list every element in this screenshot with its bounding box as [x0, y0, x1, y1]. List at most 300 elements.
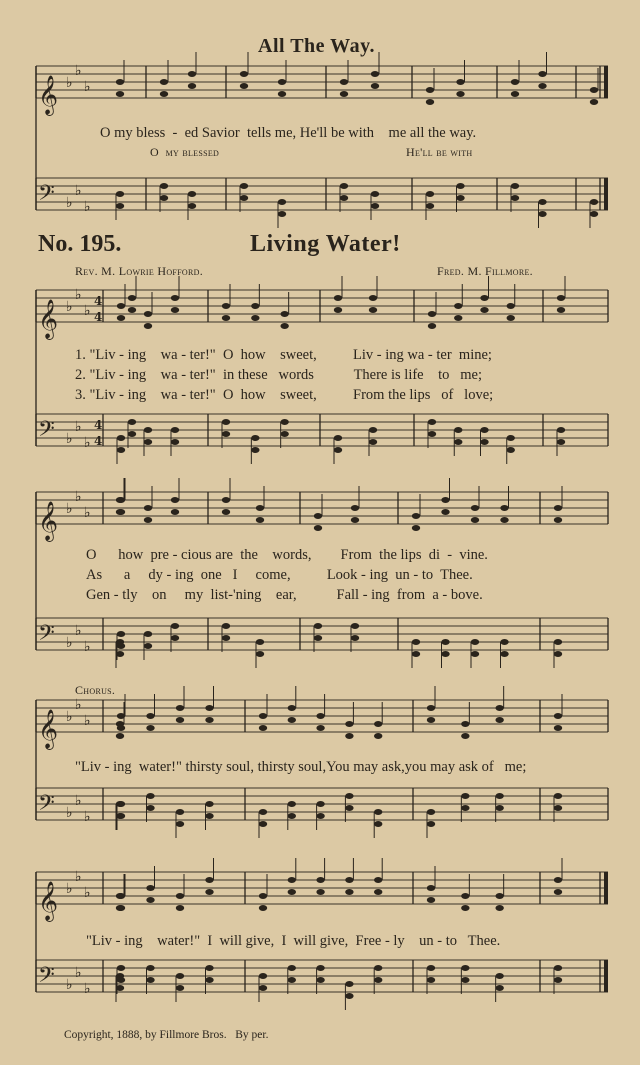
note-head: [507, 447, 515, 453]
note-head: [345, 993, 353, 999]
note-head: [259, 809, 267, 815]
note-head: [316, 889, 324, 895]
treble-clef-icon: 𝄞: [38, 501, 59, 541]
note-head: [471, 651, 479, 657]
note-head: [428, 311, 436, 317]
note-head: [371, 191, 379, 197]
note-head: [412, 513, 420, 519]
note-head: [259, 973, 267, 979]
note-head: [511, 183, 519, 189]
note-head: [116, 191, 124, 197]
flat-icon: ♭: [66, 501, 73, 517]
copyright-notice: Copyright, 1888, by Fillmore Bros. By per.: [64, 1029, 269, 1041]
note-head: [205, 965, 213, 971]
note-head: [205, 889, 213, 895]
note-head: [345, 889, 353, 895]
note-head: [144, 643, 152, 649]
note-head: [456, 183, 464, 189]
note-head: [288, 717, 296, 723]
note-head: [117, 965, 125, 971]
note-head: [427, 821, 435, 827]
note-head: [345, 793, 353, 799]
note-head: [456, 91, 464, 97]
flat-icon: ♭: [66, 805, 73, 821]
note-head: [507, 303, 515, 309]
note-head: [259, 905, 267, 911]
note-head: [116, 733, 124, 739]
note-head: [146, 977, 154, 983]
note-head: [461, 965, 469, 971]
note-head: [251, 435, 259, 441]
note-head: [146, 725, 154, 731]
note-head: [557, 307, 565, 313]
note-head: [495, 985, 503, 991]
note-head: [146, 805, 154, 811]
flat-icon: ♭: [66, 431, 73, 447]
note-head: [146, 793, 154, 799]
note-head: [500, 651, 508, 657]
verse-lyric-line: Gen - tly on my list-'ning ear, Fall - ing from a - bove.: [86, 587, 483, 603]
note-head: [554, 877, 562, 883]
note-head: [441, 651, 449, 657]
note-head: [117, 725, 125, 731]
note-head: [280, 311, 288, 317]
time-signature: 4: [94, 434, 103, 448]
time-signature: 4: [94, 418, 103, 432]
note-head: [427, 965, 435, 971]
note-head: [480, 427, 488, 433]
note-head: [176, 985, 184, 991]
note-head: [314, 513, 322, 519]
note-head: [171, 497, 179, 503]
note-head: [554, 505, 562, 511]
flat-icon: ♭: [66, 299, 73, 315]
note-head: [171, 439, 179, 445]
note-head: [222, 635, 230, 641]
composer-credit: Fred. M. Fillmore.: [437, 264, 533, 278]
note-head: [146, 713, 154, 719]
note-head: [160, 91, 168, 97]
note-head: [511, 195, 519, 201]
note-head: [171, 307, 179, 313]
note-head: [117, 447, 125, 453]
note-head: [222, 623, 230, 629]
note-head: [374, 809, 382, 815]
note-head: [369, 307, 377, 313]
note-head: [205, 801, 213, 807]
note-head: [128, 431, 136, 437]
note-head: [288, 877, 296, 883]
flat-icon: ♭: [75, 287, 82, 303]
bass-clef-icon: 𝄢: [38, 417, 55, 447]
flat-icon: ♭: [66, 635, 73, 651]
note-head: [278, 211, 286, 217]
note-head: [456, 195, 464, 201]
note-head: [374, 821, 382, 827]
note-head: [480, 307, 488, 313]
note-head: [278, 91, 286, 97]
note-head: [205, 977, 213, 983]
flat-icon: ♭: [84, 885, 91, 901]
note-head: [427, 897, 435, 903]
note-head: [557, 427, 565, 433]
note-head: [427, 705, 435, 711]
note-head: [538, 211, 546, 217]
flat-icon: ♭: [84, 303, 91, 319]
note-head: [554, 805, 562, 811]
time-signature: 4: [94, 294, 103, 308]
note-head: [495, 793, 503, 799]
note-head: [314, 623, 322, 629]
note-head: [334, 307, 342, 313]
note-head: [144, 311, 152, 317]
note-head: [428, 419, 436, 425]
flat-icon: ♭: [66, 75, 73, 91]
note-head: [316, 801, 324, 807]
note-head: [251, 447, 259, 453]
note-head: [146, 897, 154, 903]
note-head: [371, 83, 379, 89]
note-head: [116, 79, 124, 85]
bass-echo-text: O my blessed: [150, 145, 220, 159]
note-head: [554, 889, 562, 895]
note-head: [454, 303, 462, 309]
note-head: [456, 79, 464, 85]
note-head: [511, 79, 519, 85]
verse-lyric-line: As a dy - ing one I come, Look - ing un - to Thee.: [86, 567, 473, 583]
note-head: [128, 295, 136, 301]
note-head: [251, 303, 259, 309]
chorus-label: Chorus.: [75, 683, 116, 697]
note-head: [288, 813, 296, 819]
note-head: [240, 183, 248, 189]
note-head: [351, 517, 359, 523]
note-head: [345, 877, 353, 883]
note-head: [256, 505, 264, 511]
note-head: [117, 813, 125, 819]
note-head: [426, 99, 434, 105]
note-head: [428, 323, 436, 329]
note-head: [426, 203, 434, 209]
verse-lyric-line: 3. "Liv - ing wa - ter!" O how sweet, From the lips of love;: [75, 387, 494, 403]
note-head: [144, 505, 152, 511]
treble-clef-icon: 𝄞: [38, 75, 59, 115]
flat-icon: ♭: [66, 195, 73, 211]
note-head: [146, 885, 154, 891]
note-head: [222, 315, 230, 321]
note-head: [334, 295, 342, 301]
verse-lyric-line: 1. "Liv - ing wa - ter!" O how sweet, Liv - ing wa - ter mine;: [75, 347, 492, 363]
note-head: [205, 705, 213, 711]
note-head: [428, 431, 436, 437]
note-head: [461, 905, 469, 911]
note-head: [316, 813, 324, 819]
note-head: [316, 725, 324, 731]
chorus-lyric-line: "Liv - ing water!" I will give, I will give, Free - ly un - to Thee.: [86, 933, 501, 949]
note-head: [146, 965, 154, 971]
note-head: [251, 315, 259, 321]
bass-clef-icon: 𝄢: [38, 181, 55, 211]
note-head: [500, 505, 508, 511]
note-head: [538, 199, 546, 205]
note-head: [495, 705, 503, 711]
note-head: [345, 721, 353, 727]
note-head: [280, 323, 288, 329]
song-title-all-the-way: All The Way.: [258, 35, 375, 57]
flat-icon: ♭: [84, 435, 91, 451]
note-head: [117, 905, 125, 911]
note-head: [461, 721, 469, 727]
note-head: [441, 639, 449, 645]
note-head: [240, 195, 248, 201]
note-head: [426, 191, 434, 197]
note-head: [188, 71, 196, 77]
note-head: [471, 505, 479, 511]
note-head: [454, 427, 462, 433]
chorus-lyric-line: "Liv - ing water!" thirsty soul, thirsty soul,You may ask,you may ask of me;: [75, 759, 527, 775]
note-head: [117, 631, 125, 637]
note-head: [369, 295, 377, 301]
note-head: [117, 435, 125, 441]
flat-icon: ♭: [75, 489, 82, 505]
note-head: [427, 717, 435, 723]
note-head: [314, 525, 322, 531]
note-head: [554, 793, 562, 799]
note-head: [441, 509, 449, 515]
note-head: [554, 651, 562, 657]
bass-echo-text: He'll be with: [406, 145, 473, 159]
note-head: [340, 91, 348, 97]
note-head: [144, 323, 152, 329]
note-head: [554, 517, 562, 523]
note-head: [188, 203, 196, 209]
note-head: [334, 447, 342, 453]
flat-icon: ♭: [84, 981, 91, 997]
note-head: [188, 83, 196, 89]
note-head: [461, 893, 469, 899]
note-head: [176, 821, 184, 827]
note-head: [374, 977, 382, 983]
note-head: [471, 517, 479, 523]
note-head: [554, 639, 562, 645]
note-head: [117, 713, 125, 719]
flat-icon: ♭: [66, 709, 73, 725]
flat-icon: ♭: [84, 505, 91, 521]
note-head: [345, 805, 353, 811]
note-head: [259, 821, 267, 827]
note-head: [171, 427, 179, 433]
flat-icon: ♭: [75, 183, 82, 199]
note-head: [590, 211, 598, 217]
note-head: [351, 623, 359, 629]
lyric-line: O my bless - ed Savior tells me, He'll be with me all the way.: [100, 125, 477, 141]
note-head: [316, 977, 324, 983]
note-head: [427, 885, 435, 891]
note-head: [557, 439, 565, 445]
note-head: [171, 295, 179, 301]
note-head: [495, 973, 503, 979]
note-head: [461, 793, 469, 799]
note-head: [160, 79, 168, 85]
flat-icon: ♭: [75, 793, 82, 809]
note-head: [288, 977, 296, 983]
flat-icon: ♭: [75, 419, 82, 435]
note-head: [461, 977, 469, 983]
note-head: [240, 71, 248, 77]
note-head: [371, 203, 379, 209]
note-head: [117, 977, 125, 983]
note-head: [288, 889, 296, 895]
note-head: [117, 303, 125, 309]
note-head: [222, 303, 230, 309]
note-head: [117, 509, 125, 515]
note-head: [176, 973, 184, 979]
note-head: [590, 87, 598, 93]
flat-icon: ♭: [84, 713, 91, 729]
note-head: [316, 877, 324, 883]
note-head: [369, 427, 377, 433]
bass-clef-icon: 𝄢: [38, 963, 55, 993]
note-head: [222, 431, 230, 437]
note-head: [351, 505, 359, 511]
note-head: [538, 83, 546, 89]
note-head: [259, 725, 267, 731]
note-head: [288, 705, 296, 711]
note-head: [374, 889, 382, 895]
note-head: [557, 295, 565, 301]
note-head: [222, 497, 230, 503]
flat-icon: ♭: [66, 977, 73, 993]
note-head: [176, 809, 184, 815]
verse-lyric-line: O how pre - cious are the words, From the lips di - vine.: [86, 547, 488, 563]
note-head: [240, 83, 248, 89]
note-head: [278, 79, 286, 85]
note-head: [590, 199, 598, 205]
note-head: [412, 525, 420, 531]
note-head: [116, 203, 124, 209]
note-head: [500, 639, 508, 645]
note-head: [495, 905, 503, 911]
flat-icon: ♭: [75, 697, 82, 713]
flat-icon: ♭: [84, 639, 91, 655]
note-head: [345, 733, 353, 739]
note-head: [176, 705, 184, 711]
note-head: [480, 295, 488, 301]
note-head: [511, 91, 519, 97]
author-credit: Rev. M. Lowrie Hofford.: [75, 264, 204, 278]
note-head: [345, 981, 353, 987]
note-head: [538, 71, 546, 77]
note-head: [160, 183, 168, 189]
note-head: [554, 713, 562, 719]
note-head: [426, 87, 434, 93]
note-head: [144, 517, 152, 523]
flat-icon: ♭: [84, 809, 91, 825]
flat-icon: ♭: [75, 965, 82, 981]
note-head: [144, 631, 152, 637]
note-head: [461, 805, 469, 811]
note-head: [554, 725, 562, 731]
verse-lyric-line: 2. "Liv - ing wa - ter!" in these words There is life to me;: [75, 367, 483, 383]
note-head: [280, 419, 288, 425]
note-head: [288, 965, 296, 971]
note-head: [554, 977, 562, 983]
flat-icon: ♭: [75, 63, 82, 79]
note-head: [171, 635, 179, 641]
note-head: [480, 439, 488, 445]
note-head: [554, 965, 562, 971]
note-head: [176, 893, 184, 899]
note-head: [205, 877, 213, 883]
note-head: [374, 721, 382, 727]
time-signature: 4: [94, 310, 103, 324]
note-head: [412, 639, 420, 645]
note-head: [176, 717, 184, 723]
note-head: [374, 877, 382, 883]
treble-clef-icon: 𝄞: [38, 709, 59, 749]
note-head: [128, 307, 136, 313]
treble-clef-icon: 𝄞: [38, 299, 59, 339]
note-head: [340, 79, 348, 85]
note-head: [259, 893, 267, 899]
note-head: [259, 985, 267, 991]
note-head: [188, 191, 196, 197]
note-head: [334, 435, 342, 441]
note-head: [280, 431, 288, 437]
flat-icon: ♭: [75, 869, 82, 885]
flat-icon: ♭: [66, 881, 73, 897]
note-head: [144, 427, 152, 433]
note-head: [259, 713, 267, 719]
note-head: [340, 183, 348, 189]
note-head: [288, 801, 296, 807]
note-head: [495, 717, 503, 723]
note-head: [495, 805, 503, 811]
note-head: [117, 643, 125, 649]
note-head: [256, 517, 264, 523]
note-head: [454, 315, 462, 321]
note-head: [412, 651, 420, 657]
note-head: [117, 801, 125, 807]
note-head: [316, 713, 324, 719]
note-head: [117, 315, 125, 321]
note-head: [171, 509, 179, 515]
note-head: [500, 517, 508, 523]
note-head: [461, 733, 469, 739]
note-head: [454, 439, 462, 445]
note-head: [371, 71, 379, 77]
note-head: [278, 199, 286, 205]
note-head: [507, 315, 515, 321]
note-head: [441, 497, 449, 503]
note-head: [205, 717, 213, 723]
note-head: [160, 195, 168, 201]
note-head: [351, 635, 359, 641]
note-head: [171, 623, 179, 629]
hymn-title: Living Water!: [250, 231, 401, 257]
flat-icon: ♭: [75, 623, 82, 639]
hymn-number: No. 195.: [38, 231, 122, 257]
treble-clef-icon: 𝄞: [38, 881, 59, 921]
note-head: [144, 439, 152, 445]
note-head: [222, 509, 230, 515]
note-head: [116, 91, 124, 97]
note-head: [369, 439, 377, 445]
note-head: [128, 419, 136, 425]
note-head: [495, 893, 503, 899]
note-head: [205, 813, 213, 819]
note-head: [427, 809, 435, 815]
